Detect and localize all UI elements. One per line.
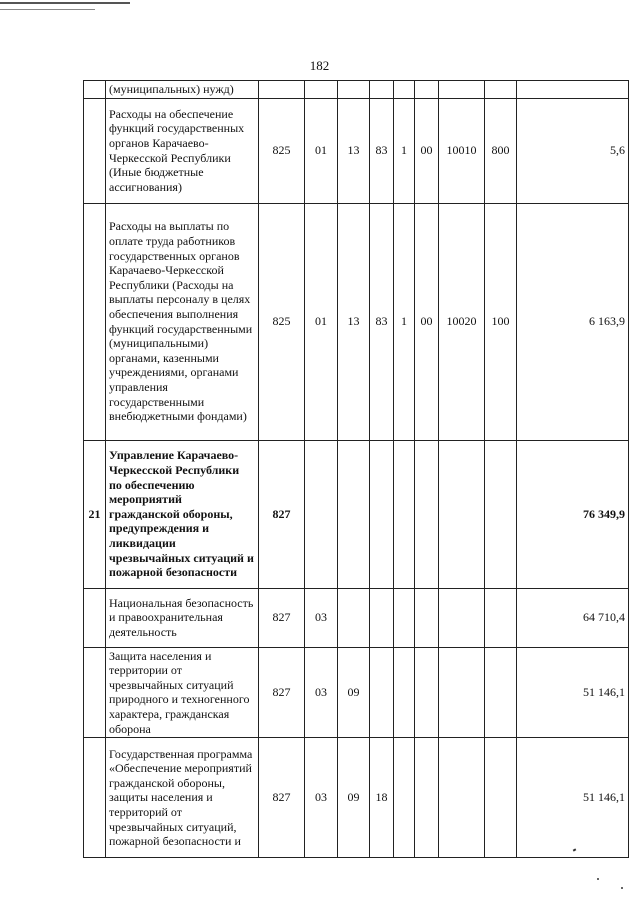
cell-row-number (84, 98, 106, 203)
cell-program-code (370, 588, 394, 647)
cell-subsection-code (338, 81, 370, 99)
cell-subprogram-code (394, 738, 415, 858)
cell-program-code (370, 440, 394, 588)
cell-admin-code: 825 (259, 203, 305, 440)
cell-amount: 64 710,4 (517, 588, 629, 647)
cell-expense-type-code: 800 (485, 98, 517, 203)
cell-row-number (84, 203, 106, 440)
cell-expense-type-code (485, 588, 517, 647)
cell-direction-code (439, 440, 485, 588)
cell-subprogram-code: 1 (394, 203, 415, 440)
cell-direction-code: 10010 (439, 98, 485, 203)
cell-section-code: 03 (305, 588, 338, 647)
cell-subsection-code: 13 (338, 203, 370, 440)
cell-event-code (415, 738, 439, 858)
table-row (84, 81, 629, 99)
cell-event-code (415, 588, 439, 647)
cell-amount: 5,6 (517, 98, 629, 203)
cell-expense-type-code (485, 81, 517, 99)
cell-amount: 51 146,1 (517, 647, 629, 738)
cell-subprogram-code (394, 647, 415, 738)
cell-subsection-code: 09 (338, 738, 370, 858)
cell-direction-code (439, 588, 485, 647)
budget-table (83, 80, 629, 858)
cell-program-code: 18 (370, 738, 394, 858)
cell-section-code (305, 81, 338, 99)
cell-expense-name: Защита населения и территории от чрезвычайных ситуаций природного и техногенного характера, гражданская оборона (106, 647, 259, 738)
cell-event-code (415, 81, 439, 99)
cell-amount: 76 349,9 (517, 440, 629, 588)
cell-section-code: 01 (305, 98, 338, 203)
cell-program-code: 83 (370, 203, 394, 440)
cell-expense-type-code (485, 738, 517, 858)
cell-subsection-code (338, 440, 370, 588)
cell-admin-code (259, 81, 305, 99)
cell-section-code (305, 440, 338, 588)
page-number: 182 (309, 58, 330, 73)
cell-event-code: 00 (415, 203, 439, 440)
budget-table-body (84, 81, 629, 858)
cell-amount: 6 163,9 (517, 203, 629, 440)
cell-program-code (370, 647, 394, 738)
cell-subprogram-code (394, 588, 415, 647)
cell-admin-code: 825 (259, 98, 305, 203)
cell-section-code: 03 (305, 647, 338, 738)
cell-section-code: 01 (305, 203, 338, 440)
cell-admin-code: 827 (259, 738, 305, 858)
cell-event-code (415, 440, 439, 588)
cell-event-code (415, 647, 439, 738)
cell-amount: 51 146,1 (517, 738, 629, 858)
cell-direction-code: 10020 (439, 203, 485, 440)
table-row (84, 738, 629, 858)
cell-expense-name: (муниципальных) нужд) (106, 81, 259, 99)
cell-expense-name: Управление Карачаево-Черкесской Республики по обеспечению мероприятий гражданской обороны, предупреждения и ликвидации чрезвычайных ситуаций и пожарной безопасности (106, 440, 259, 588)
table-row (84, 440, 629, 588)
cell-subprogram-code (394, 81, 415, 99)
cell-subsection-code (338, 588, 370, 647)
cell-amount (517, 81, 629, 99)
table-row (84, 98, 629, 203)
table-row (84, 588, 629, 647)
cell-direction-code (439, 81, 485, 99)
cell-subsection-code: 13 (338, 98, 370, 203)
cell-admin-code: 827 (259, 588, 305, 647)
cell-row-number (84, 647, 106, 738)
cell-row-number (84, 588, 106, 647)
cell-direction-code (439, 647, 485, 738)
cell-event-code: 00 (415, 98, 439, 203)
cell-program-code (370, 81, 394, 99)
cell-row-number: 21 (84, 440, 106, 588)
cell-direction-code (439, 738, 485, 858)
cell-expense-name: Государственная программа «Обеспечение мероприятий гражданской обороны, защиты населения и территорий от чрезвычайных ситуаций, пожарной безопасности и (106, 738, 259, 858)
cell-section-code: 03 (305, 738, 338, 858)
cell-subsection-code: 09 (338, 647, 370, 738)
cell-expense-name: Национальная безопасность и правоохранительная деятельность (106, 588, 259, 647)
cell-row-number (84, 81, 106, 99)
cell-expense-type-code: 100 (485, 203, 517, 440)
cell-admin-code: 827 (259, 440, 305, 588)
scan-artifact-line (0, 2, 130, 4)
cell-expense-type-code (485, 647, 517, 738)
scan-artifact-line (0, 9, 95, 10)
cell-expense-type-code (485, 440, 517, 588)
cell-row-number (84, 738, 106, 858)
cell-expense-name: Расходы на выплаты по оплате труда работников государственных органов Карачаево-Черкесской Республики (Расходы на выплаты персоналу в целях обеспечения выполнения функций государственными (муниципальными) органами, казенными учреждениями, органами управления государственными внебюджетными фондами) (106, 203, 259, 440)
table-row (84, 647, 629, 738)
scan-speck (597, 878, 599, 880)
cell-admin-code: 827 (259, 647, 305, 738)
table-row (84, 203, 629, 440)
cell-program-code: 83 (370, 98, 394, 203)
cell-subprogram-code: 1 (394, 98, 415, 203)
scan-speck (621, 887, 623, 889)
cell-expense-name: Расходы на обеспечение функций государственных органов Карачаево-Черкесской Республики (Иные бюджетные ассигнования) (106, 98, 259, 203)
cell-subprogram-code (394, 440, 415, 588)
